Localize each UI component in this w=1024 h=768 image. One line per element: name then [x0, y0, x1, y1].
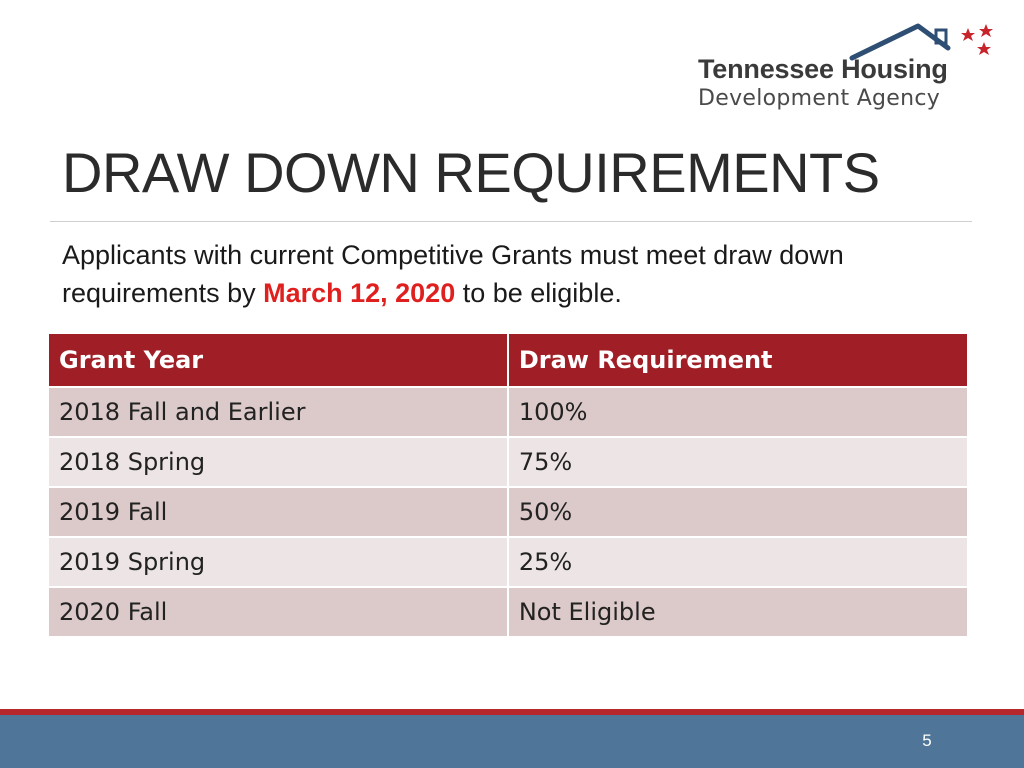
- grant-year-cell: 2018 Fall and Earlier: [48, 387, 508, 437]
- table-row: [48, 587, 968, 637]
- table-row: [48, 437, 968, 487]
- eligibility-note: [62, 236, 962, 312]
- star-icon: [961, 28, 975, 41]
- page-title: DRAW DOWN REQUIREMENTS: [62, 141, 880, 204]
- draw-requirement-cell: 75%: [508, 437, 968, 487]
- eligibility-note-end: to be eligible.: [455, 278, 622, 308]
- column-header-grant-year: Grant Year: [48, 333, 508, 387]
- draw-requirement-cell: 100%: [508, 387, 968, 437]
- grant-year-cell: 2018 Spring: [48, 437, 508, 487]
- draw-requirement-cell: Not Eligible: [508, 587, 968, 637]
- draw-requirement-cell: 25%: [508, 537, 968, 587]
- draw-requirement-cell: 50%: [508, 487, 968, 537]
- table-row: [48, 537, 968, 587]
- footer-bar: [0, 715, 1024, 768]
- table-header-row: [48, 333, 968, 387]
- table-row: [48, 387, 968, 437]
- logo-text-line2: Development Agency: [698, 86, 941, 111]
- star-icon: [977, 42, 991, 55]
- star-icon: [979, 24, 993, 37]
- table-row: [48, 487, 968, 537]
- grant-year-cell: 2019 Spring: [48, 537, 508, 587]
- eligibility-note-text: Applicants with current Competitive Grants must meet draw down requirements by: [62, 240, 844, 308]
- grant-year-cell: 2020 Fall: [48, 587, 508, 637]
- page-number: 5: [922, 731, 932, 750]
- grant-year-cell: 2019 Fall: [48, 487, 508, 537]
- draw-requirements-table: [47, 332, 969, 638]
- title-divider: [50, 221, 972, 222]
- column-header-draw-requirement: Draw Requirement: [508, 333, 968, 387]
- logo-text-line1: Tennessee Housing: [698, 54, 948, 84]
- tennessee-housing-logo: [690, 18, 1002, 118]
- deadline-date: March 12, 2020: [263, 278, 456, 308]
